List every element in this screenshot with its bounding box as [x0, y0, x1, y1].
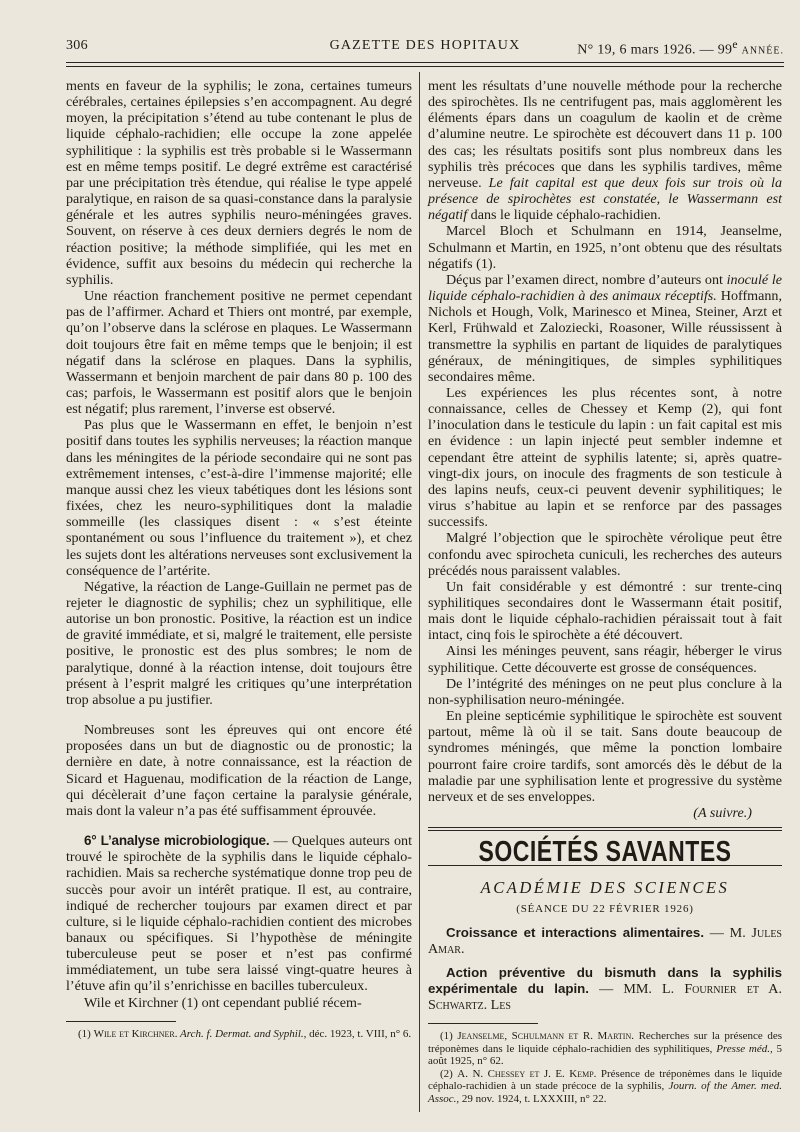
section-rule — [428, 827, 782, 828]
footnote-mark: (1) — [440, 1030, 458, 1043]
entry-author: — MM. L. Fournier et A. Schwartz. Les — [428, 981, 782, 1014]
paragraph — [428, 78, 782, 223]
footnote — [428, 1068, 782, 1106]
paragraph: Nombreuses sont les épreuves qui ont encore été proposées dans un but de diagnostic ou de pronostic; la dernière en date, à notre connaissance, est la réaction de Sicard et Haguenau, modification de la réaction de Lange, qui décèlerait d’une façon certaine la paralysie générale, mais dont la valeur n’a pas été suffisamment éprouvée. — [66, 722, 412, 819]
footnote-mark: (1) — [78, 1027, 94, 1040]
paragraph: Une réaction franchement positive ne permet cependant pas de l’affirmer. Achard et Thiers ont montré, par exemple, qu’on l’observe dans la sclérose en plaques. Le Wassermann doit toujours être fait en même temps que le benjoin; il est négatif dans la sclérose en plaques. Dans la syphilis, Wassermann et benjoin marchent de pair dans 80 p. 100 des cas; parfois, le Wassermann est positif alors que le benjoin est négatif; plus rarement, l’inverse est observé. — [66, 288, 412, 418]
footnote-rule — [428, 1023, 538, 1024]
paragraph-text: Hoffmann, Nichols et Hough, Volk, Marinesco et Minea, Steiner, Arzt et Kerl, Frühwald et Zaloziecki, Roasoner, Wille réussissent à transmettre la syphilis en partant de liquides de paralytiques généraux, de méningitiques, de simples syphilitiques secondaires même. — [428, 288, 782, 385]
footnote-text: déc. 1923, t. VIII, n° 6. — [306, 1027, 412, 1040]
paragraph: Marcel Bloch et Schulmann en 1914, Jeanselme, Schulmann et Martin, en 1925, n’ont obtenu que des résultats négatifs (1). — [428, 223, 782, 272]
a-suivre-text: (A suivre.) — [693, 805, 752, 822]
footnote-mark: (2) — [440, 1067, 458, 1080]
footnote-rule — [66, 1021, 176, 1022]
paragraph: De l’intégrité des méninges on ne peut plus conclure à la non-syphilisation neuro-méningée. — [428, 675, 782, 708]
running-header — [66, 36, 784, 58]
issue-annee: ANNÉE. — [741, 45, 784, 57]
left-column — [66, 78, 412, 1040]
journal-title: GAZETTE DES HOPITAUX — [329, 38, 521, 53]
footnote-journal: Presse méd., — [716, 1042, 773, 1055]
header-rule-2 — [66, 66, 784, 67]
entry — [428, 925, 782, 957]
entry — [428, 965, 782, 1013]
paragraph: Un fait considérable y est démontré : sur trente-cinq syphilitiques secondaires dont le Wassermann était positif, mais dont le liquide céphalo-rachidien péraissait tout à fait intact, cinq fois le spirochète a été découvert. — [428, 578, 782, 644]
paragraph: Négative, la réaction de Lange-Guillain ne permet pas de rejeter le diagnostic de syphilis; chez un syphilitique, elle autorise un bon pronostic. Positive, la réaction est un indice de gravité immédiate, et si, malgré le traitement, elle persiste positive, le pronostic est des plus sombres; le nom de paralytique, donné à la réaction intense, doit toujours être présent à l’esprit malgré les critiques qu’une interprétation trop absolue a pu justifier. — [66, 578, 412, 708]
societes-heading: SOCIÉTÉS SAVANTES — [478, 834, 732, 868]
paragraph: Malgré l’objection que le spirochète vérolique peut être confondu avec spirocheta cuniculi, les recherches des auteurs précédés nous paraissent valables. — [428, 530, 782, 579]
emphasis: Le fait capital est que deux fois sur trois où la présence de spirochètes est constatée, le Wassermann est négatif — [428, 174, 782, 224]
paragraph — [428, 272, 782, 385]
paragraph: Les expériences les plus récentes sont, à notre connaissance, celles de Chessey et Kemp (2), qui font l’inoculation dans le testicule du lapin : un fait capital est mis en évidence : un lapin injecté peut sembler indemne et cependant être atteint de syphilis latente; si, après quatre-vingt-dix jours, on inocule des fragments de son testicule à des lapins neufs, ceux-ci peuvent devenir syphilitiques; le virus s’habitue au lapin et se renforce par des passages successifs. — [428, 384, 782, 531]
paragraph: ments en faveur de la syphilis; le zona, certaines tumeurs cérébrales, certaines épilepsies s’en accompagnent. Au degré moyen, la précipitation s’étend au tube contenant le plus de liquide céphalo-rachidien; elle occupe la zone appelée syphilitique : la syphilis est très probable si le Wassermann est en même temps positif. Le degré extrême est caractérisé par une précipitation très étendue, qui réalise le type appelé paralytique, en raison de sa quasi-constance dans la paralysie générale et les autres syphilis neuro-méningées graves. Souvent, on réserve à ces deux derniers degrés le nom de réaction positive; la méthode simplifiée, qui les met en évidence, suffit aux besoins du médecin qui recherche la syphilis. — [66, 78, 412, 288]
page-number: 306 — [66, 38, 88, 53]
paragraph-text: — Quelques auteurs ont trouvé le spirochète de la syphilis dans le liquide céphalo-rachidien. Mais sa recherche systématique donne trop peu de succès pour avoir un intérêt pratique. Il est, au contraire, indiqué de rechercher toujours par examen direct et par culture, si le liquide céphalo-rachidien contient des microbes banaux ou spécifiques. Si l’hypothèse de méningite tuberculeuse peut se poser et n’est pas confirmé immédiatement, un tube sera laissé vingt-quatre heures à l’étuve afin qu’il s’enrichisse en bacilles tuberculeux. — [66, 833, 412, 995]
section-rule-2 — [428, 830, 782, 831]
issue-number: N° 19, 6 mars 1926. — 99 — [577, 42, 733, 58]
footnotes — [428, 1030, 782, 1105]
academie-heading: ACADÉMIE DES SCIENCES — [480, 878, 730, 898]
footnote — [66, 1028, 412, 1041]
issue-info — [577, 38, 784, 59]
paragraph: Wile et Kirchner (1) ont cependant publié récem- — [84, 994, 362, 1011]
footnotes — [66, 1028, 412, 1041]
a-suivre — [428, 805, 782, 821]
footnote-text: Recherches sur la présence des tréponèmes dans le liquide céphalo-rachidien des syphilitiques, — [428, 1030, 783, 1055]
footnote-text: Présence de tréponèmes dans le liquide céphalo-rachidien à un stade précoce de la syphilis, — [428, 1067, 782, 1093]
entry-author: — M. Jules Amar. — [428, 924, 782, 957]
paragraph — [66, 833, 412, 995]
footnote-text: 29 nov. 1924, t. LXXXIII, n° 22. — [459, 1092, 607, 1105]
paragraph-text: ment les résultats d’une nouvelle méthode pour la recherche des spirochètes. Ils ne centrifugent pas, mais agglomèrent les éléments épars dans un coagulum de kaolin et de crème d’alumine neutre. Le spirochète est découvert dans 11 p. 100 des cas; les résultats positifs sont plus nombreux dans les syphilis très précoces que dans les syphilis tardives, même nerveuse. — [428, 78, 782, 191]
paragraph: Pas plus que le Wassermann en effet, le benjoin n’est positif dans toutes les syphilis nerveuses; la réaction manque dans les méningites de la période secondaire qui ne sont pas extrêmement intenses, c’est-à-dire l’immense majorité; elle manque aussi chez les vieux tabétiques dont les lésions sont fixées, chez les neuro-syphilitiques dont la maladie sommeille (les classiques disent : « s’est éteinte spontanément ou sous l’influence du traitement »), et chez les sujets dont les altérations nerveuses sont exclusivement la conséquence de l’artérite. — [66, 417, 412, 579]
footnote-author: Wile et Kirchner. — [93, 1027, 178, 1040]
column-divider — [419, 72, 420, 1112]
footnote-journal: Journ. of the Amer. med. Assoc., — [428, 1080, 782, 1105]
seance-date: (SÉANCE DU 22 FÉVRIER 1926) — [516, 902, 694, 915]
issue-sup: e — [732, 38, 738, 51]
footnote-journal: Arch. f. Dermat. and Syphil., — [177, 1027, 307, 1040]
header-rule — [66, 62, 784, 63]
paragraph-text: dans le liquide céphalo-rachidien. — [467, 207, 661, 224]
footnote-author: Jeanselme, Schulmann et R. Martin. — [457, 1030, 635, 1043]
right-column — [428, 78, 782, 1105]
section-heading: 6° L’analyse microbiologique. — [84, 833, 270, 849]
paragraph: Ainsi les méninges peuvent, sans réagir, héberger le virus syphilitique. Cette découverte est grosse de conséquences. — [428, 643, 782, 676]
footnote — [428, 1030, 782, 1068]
emphasis: inoculé le liquide céphalo-rachidien à des animaux réceptifs. — [428, 271, 782, 305]
entry-title: Croissance et interactions alimentaires. — [446, 924, 705, 940]
paragraph-text: Déçus par l’examen direct, nombre d’auteurs ont — [446, 271, 727, 288]
footnote-author: A. N. Chessey et J. E. Kemp. — [457, 1067, 597, 1080]
footnote-text: 5 août 1925, n° 62. — [428, 1042, 783, 1068]
entry-title: Action préventive du bismuth dans la syphilis expérimentale du lapin. — [428, 964, 782, 997]
paragraph: En pleine septicémie syphilitique le spirochète est souvent partout, même là où il se tait. Sans doute beaucoup de syndromes méningés, que même la ponction lombaire pourront faire croire tardifs, sont amorcés dès le début de la maladie par une syphilisation lente et progressive du système nerveux et de ses enveloppes. — [428, 708, 782, 805]
